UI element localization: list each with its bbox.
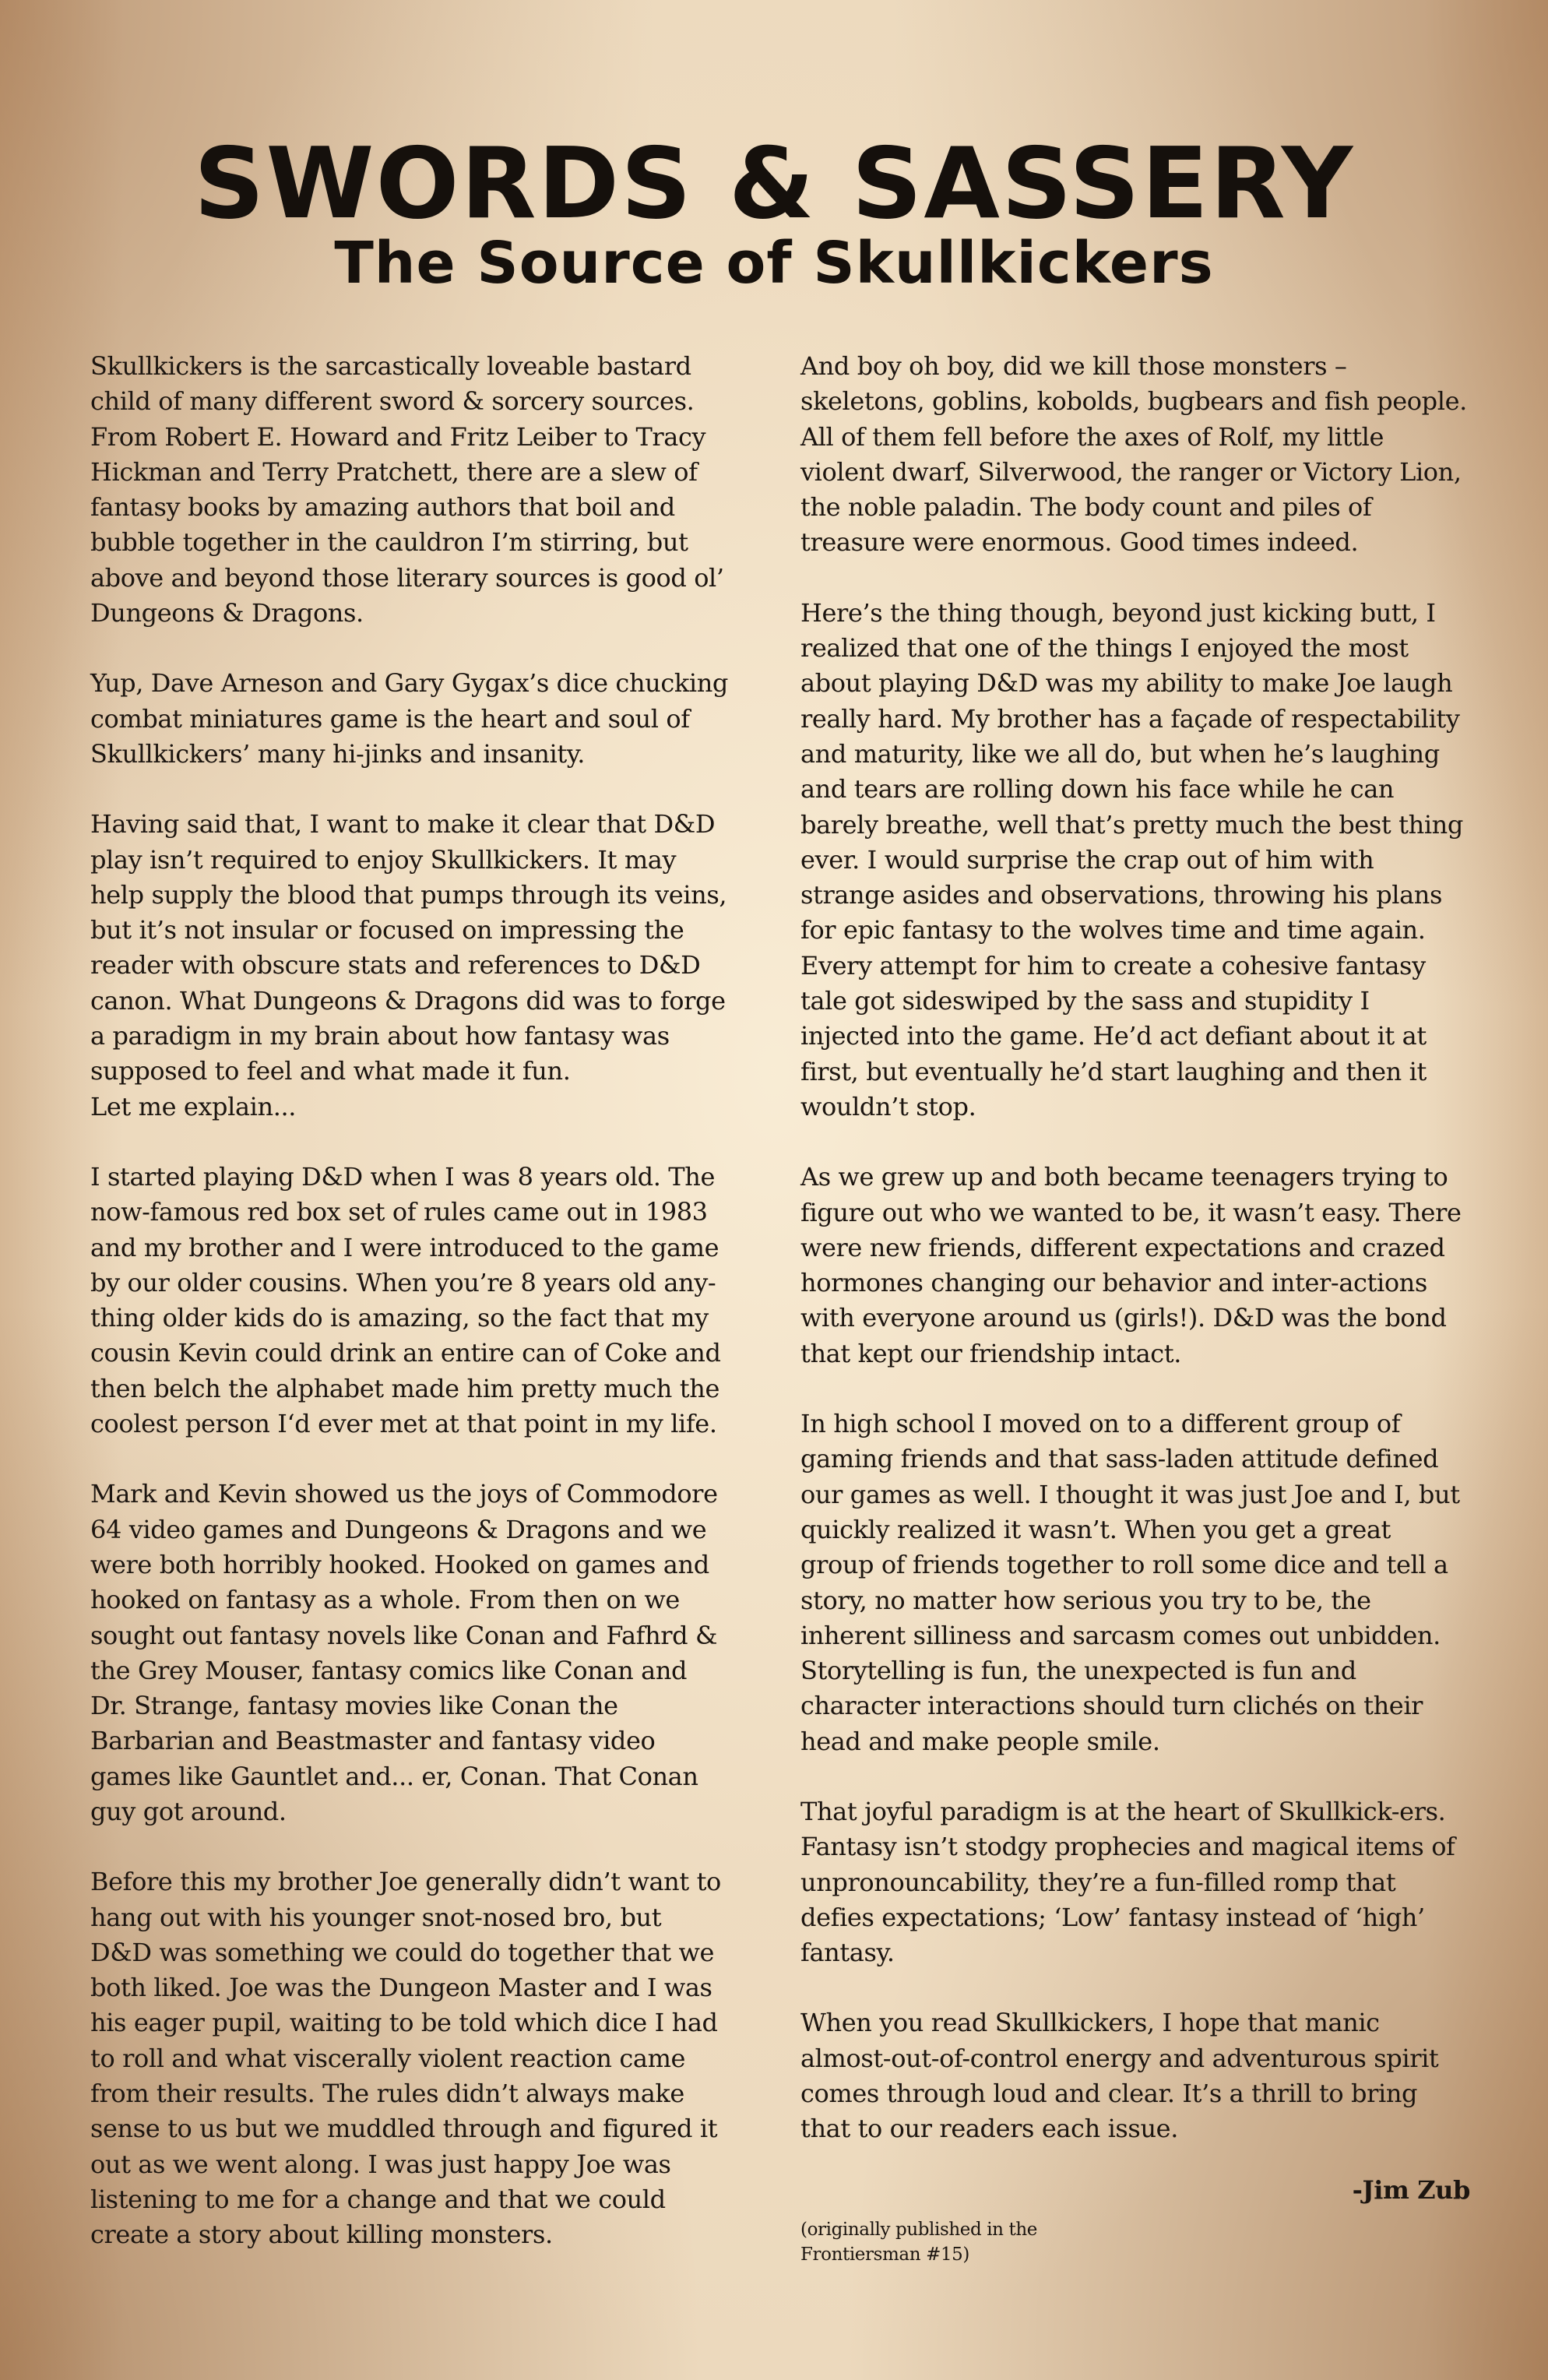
paragraph: Yup, Dave Arneson and Gary Gygax’s dice chucking combat miniatures game is the heart and soul of Skullkickers’ many hi-jinks and insanity. (90, 668, 729, 769)
paragraph: As we grew up and both became teenagers trying to figure out who we wanted to be, it wasn’t easy. There were new friends, different expectations and crazed hormones changing our behavior and inter-actions with everyone around us (girls!). D&D was the bond that kept our friendship intact. (800, 1162, 1462, 1368)
author-signature: -Jim Zub (1352, 2174, 1470, 2205)
left-column (90, 349, 729, 2288)
paragraph: In high school I moved on to a different group of gaming friends and that sass-laden attitude defined our games as well. I thought it was just Joe and I, but quickly realized it wasn’t. When you get a great group of friends together to roll some dice and tell a story, no matter how serious you try to be, the inherent silliness and sarcasm comes out unbidden. Storytelling is fun, the unexpected is fun and character interactions should turn clichés on their head and make people smile. (800, 1409, 1460, 1756)
paragraph: And boy oh boy, did we kill those monsters – skeletons, goblins, kobolds, bugbears and fish people. All of them fell before the axes of Rolf, my little violent dwarf, Silverwood, the ranger or Victory Lion, the noble paladin. The body count and piles of treasure were enormous. Good times indeed. (800, 351, 1467, 558)
page-title: SWORDS & SASSERY (193, 126, 1355, 241)
paragraph: That joyful paradigm is at the heart of Skullkick-ers. Fantasy isn’t stodgy prophecies and magical items of unpronouncability, they’re a fun-filled romp that defies expectations; ‘Low’ fantasy instead of ‘high’ fantasy. (800, 1796, 1455, 1968)
page-subtitle: The Source of Skullkickers (334, 230, 1214, 297)
paragraph: I started playing D&D when I was 8 years old. The now-famous red box set of rules came out in 1983 and my brother and I were introduced to the game by our older cousins. When you’re 8 years old any-thing older kids do is amazing, so the fact that my cousin Kevin could drink an entire can of Coke and then belch the alphabet made him pretty much the coolest person I‘d ever met at that point in my life. (90, 1161, 721, 1439)
paragraph: Here’s the thing though, beyond just kicking butt, I realized that one of the things I enjoyed the most about playing D&D was my ability to make Joe laugh really hard. My brother has a façade of respectability and maturity, like we all do, but when he’s laughing and tears are rolling down his face while he can barely breathe, well that’s pretty much the best thing ever. I would surprise the crap out of him with strange asides and observations, throwing his plans for epic fantasy to the wolves time and time again. Every attempt for him to create a cohesive fantasy tale got sideswiped by the sass and stupidity I injected into the game. He’d act defiant about it at first, but eventually he’d start laughing and then it wouldn’t stop. (800, 597, 1463, 1121)
paragraph: Before this my brother Joe generally didn’t want to hang out with his younger snot-nosed bro, but D&D was something we could do together that we both liked. Joe was the Dungeon Master and I was his eager pupil, waiting to be told which dice I had to roll and what viscerally violent reaction came from their results. The rules didn’t always make sense to us but we muddled through and figured it out as we went along. I was just happy Joe was listening to me for a change and that we could create a story about killing monsters. (90, 1867, 721, 2250)
paragraph: Skullkickers is the sarcastically loveable bastard child of many different sword & sorcery sources. From Robert E. Howard and Fritz Leiber to Tracy Hickman and Terry Pratchett, there are a slew of fantasy books by amazing authors that boil and bubble together in the cauldron I’m stirring, but above and beyond those literary sources is good ol’ Dungeons & Dragons. (90, 351, 724, 628)
right-column (800, 349, 1470, 2267)
paragraph: When you read Skullkickers, I hope that manic almost-out-of-control energy and adventurous spirit comes through loud and clear. It’s a thrill to bring that to our readers each issue. (800, 2008, 1439, 2144)
paragraph: Mark and Kevin showed us the joys of Commodore 64 video games and Dungeons & Dragons and we were both horribly hooked. Hooked on games and hooked on fantasy as a whole. From then on we sought out fantasy novels like Conan and Fafhrd & the Grey Mouser, fantasy comics like Conan and Dr. Strange, fantasy movies like Conan the Barbarian and Beastmaster and fantasy video games like Gauntlet and... er, Conan. That Conan guy got around. (90, 1479, 718, 1826)
publication-note: (originally published in the Frontiersman #15) (800, 2219, 1037, 2265)
title-block (0, 126, 1548, 297)
paragraph: Having said that, I want to make it clear that D&D play isn’t required to enjoy Skullkickers. It may help supply the blood that pumps through its veins, but it’s not insular or focused on impressing the reader with obscure stats and references to D&D canon. What Dungeons & Dragons did was to forge a paradigm in my brain about how fantasy was supposed to feel and what made it fun. Let me explain... (90, 809, 727, 1121)
